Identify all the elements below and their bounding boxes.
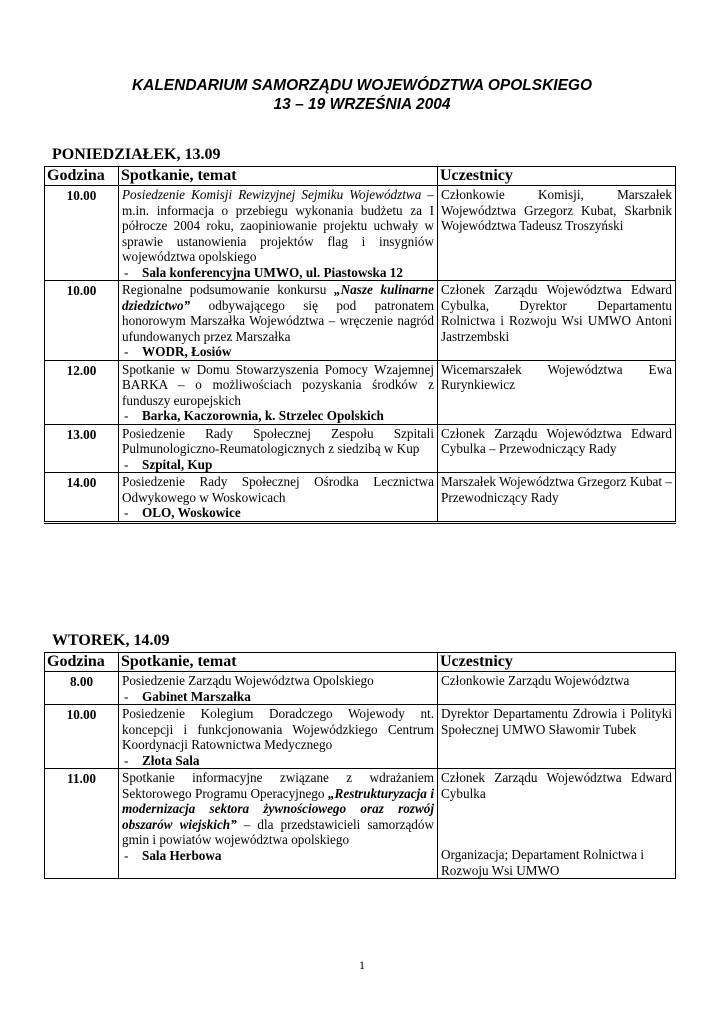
schedule-table-monday — [44, 166, 676, 524]
meeting-participants: Członkowie Komisji, Marszałek Województwa Grzegorz Kubat, Skarbnik Województwa Tadeusz Troszyński — [438, 186, 676, 281]
meeting-location: - Złota Sala — [122, 753, 434, 769]
meeting-time: 11.00 — [45, 769, 119, 879]
meeting-participants: Członek Zarządu Województwa Edward Cybulka, Dyrektor Departamentu Rolnictwa i Rozwoju Wsi UMWO Antoni Jastrzembski — [438, 281, 676, 361]
table-row — [45, 281, 676, 361]
table-row — [45, 473, 676, 523]
meeting-topic-text: Posiedzenie Zarządu Województwa Opolskiego — [122, 673, 374, 688]
meeting-location: - WODR, Łosiów — [122, 344, 434, 360]
column-header-participants: Uczestnicy — [438, 653, 676, 672]
meeting-participants: Marszałek Województwa Grzegorz Kubat – Przewodniczący Rady — [438, 473, 676, 523]
column-header-time: Godzina — [45, 653, 119, 672]
page-number: 1 — [359, 958, 365, 972]
column-header-topic: Spotkanie, temat — [119, 167, 438, 186]
table-row — [45, 705, 676, 769]
meeting-topic — [119, 473, 438, 523]
meeting-topic — [119, 769, 438, 879]
table-row — [45, 360, 676, 424]
meeting-participants-text: Członek Zarządu Województwa Edward Cybulka — [441, 770, 672, 801]
meeting-location: - Sala konferencyjna UMWO, ul. Piastowska 12 — [122, 265, 434, 281]
meeting-time: 8.00 — [45, 672, 119, 705]
meeting-topic-emphasis: „Restrukturyzacja i modernizacja sektora żywnościowego oraz rozwój obszarów wiejskich” — [122, 785, 434, 832]
meeting-location: - Barka, Kaczorownia, k. Strzelec Opolskich — [122, 408, 434, 424]
day-heading-tuesday: WTOREK, 14.09 — [52, 632, 170, 649]
column-header-topic: Spotkanie, temat — [119, 653, 438, 672]
meeting-topic-text: – m.in. informacja o przebiegu wykonania budżetu za I półrocze 2004 roku, zaopiniowanie projektu uchwały w sprawie ustanowienia projektów flag i insygniów województwa opolskiego — [122, 187, 435, 264]
table-header-row — [45, 653, 676, 672]
meeting-topic-text: – dla przedstawicieli samorządów gmin i powiatów województwa opolskiego — [122, 816, 435, 847]
table-row — [45, 769, 676, 879]
column-header-time: Godzina — [45, 167, 119, 186]
meeting-topic-emphasis: „Nasze kulinarne dziedzictwo” — [122, 282, 434, 313]
day-heading-monday: PONIEDZIAŁEK, 13.09 — [52, 146, 221, 163]
meeting-location: - Sala Herbowa — [122, 848, 434, 864]
meeting-topic-text: Spotkanie informacyjne związane z wdrażaniem Sektorowego Programu Operacyjnego — [122, 770, 434, 801]
meeting-topic — [119, 281, 438, 361]
meeting-topic-emphasis: Posiedzenie Komisji Rewizyjnej Sejmiku Województwa — [122, 187, 422, 202]
schedule-table-tuesday — [44, 652, 676, 879]
meeting-topic — [119, 705, 438, 769]
meeting-participants: Dyrektor Departamentu Zdrowia i Polityki Społecznej UMWO Sławomir Tubek — [438, 705, 676, 769]
meeting-topic — [119, 672, 438, 705]
table-header-row — [45, 167, 676, 186]
meeting-time: 10.00 — [45, 281, 119, 361]
meeting-participants — [438, 769, 676, 879]
table-row — [45, 186, 676, 281]
meeting-participants: Wicemarszałek Województwa Ewa Rurynkiewicz — [438, 360, 676, 424]
meeting-location: - OLO, Woskowice — [122, 505, 434, 521]
meeting-time: 14.00 — [45, 473, 119, 523]
meeting-time: 12.00 — [45, 360, 119, 424]
meeting-location: - Szpital, Kup — [122, 457, 434, 473]
meeting-time: 10.00 — [45, 186, 119, 281]
meeting-topic-text: Posiedzenie Kolegium Doradczego Wojewody nt. koncepcji i funkcjonowania Wojewódzkiego Centrum Koordynacji Ratownictwa Medycznego — [122, 706, 434, 752]
meeting-time: 13.00 — [45, 424, 119, 473]
meeting-organizer: Organizacja; Departament Rolnictwa i Rozwoju Wsi UMWO — [441, 847, 644, 878]
meeting-topic — [119, 360, 438, 424]
meeting-topic-text: Posiedzenie Rady Społecznej Ośrodka Lecznictwa Odwykowego w Woskowicach — [122, 474, 434, 505]
meeting-location: - Gabinet Marszałka — [122, 689, 434, 705]
document-date-range: 13 – 19 WRZEŚNIA 2004 — [273, 96, 451, 113]
meeting-topic-text: odbywającego się pod patronatem honorowym Marszałka Województwa – wręczenie nagród ufundowanych przez Marszałka — [122, 297, 434, 344]
meeting-participants: Członkowie Zarządu Województwa — [438, 672, 676, 705]
table-row — [45, 672, 676, 705]
meeting-topic-text: Regionalne podsumowanie konkursu — [122, 282, 334, 297]
document-title: KALENDARIUM SAMORZĄDU WOJEWÓDZTWA OPOLSKIEGO — [131, 77, 593, 94]
meeting-topic — [119, 186, 438, 281]
table-row — [45, 424, 676, 473]
meeting-topic-text: Spotkanie w Domu Stowarzyszenia Pomocy Wzajemnej BARKA – o możliwościach pozyskania środków z funduszy europejskich — [122, 361, 434, 408]
column-header-participants: Uczestnicy — [438, 167, 676, 186]
meeting-participants: Członek Zarządu Województwa Edward Cybulka – Przewodniczący Rady — [438, 424, 676, 473]
meeting-time: 10.00 — [45, 705, 119, 769]
meeting-topic — [119, 424, 438, 473]
meeting-topic-text: Posiedzenie Rady Społecznej Zespołu Szpitali Pulmunologiczno-Reumatologicznych z siedzibą w Kup — [122, 425, 434, 456]
